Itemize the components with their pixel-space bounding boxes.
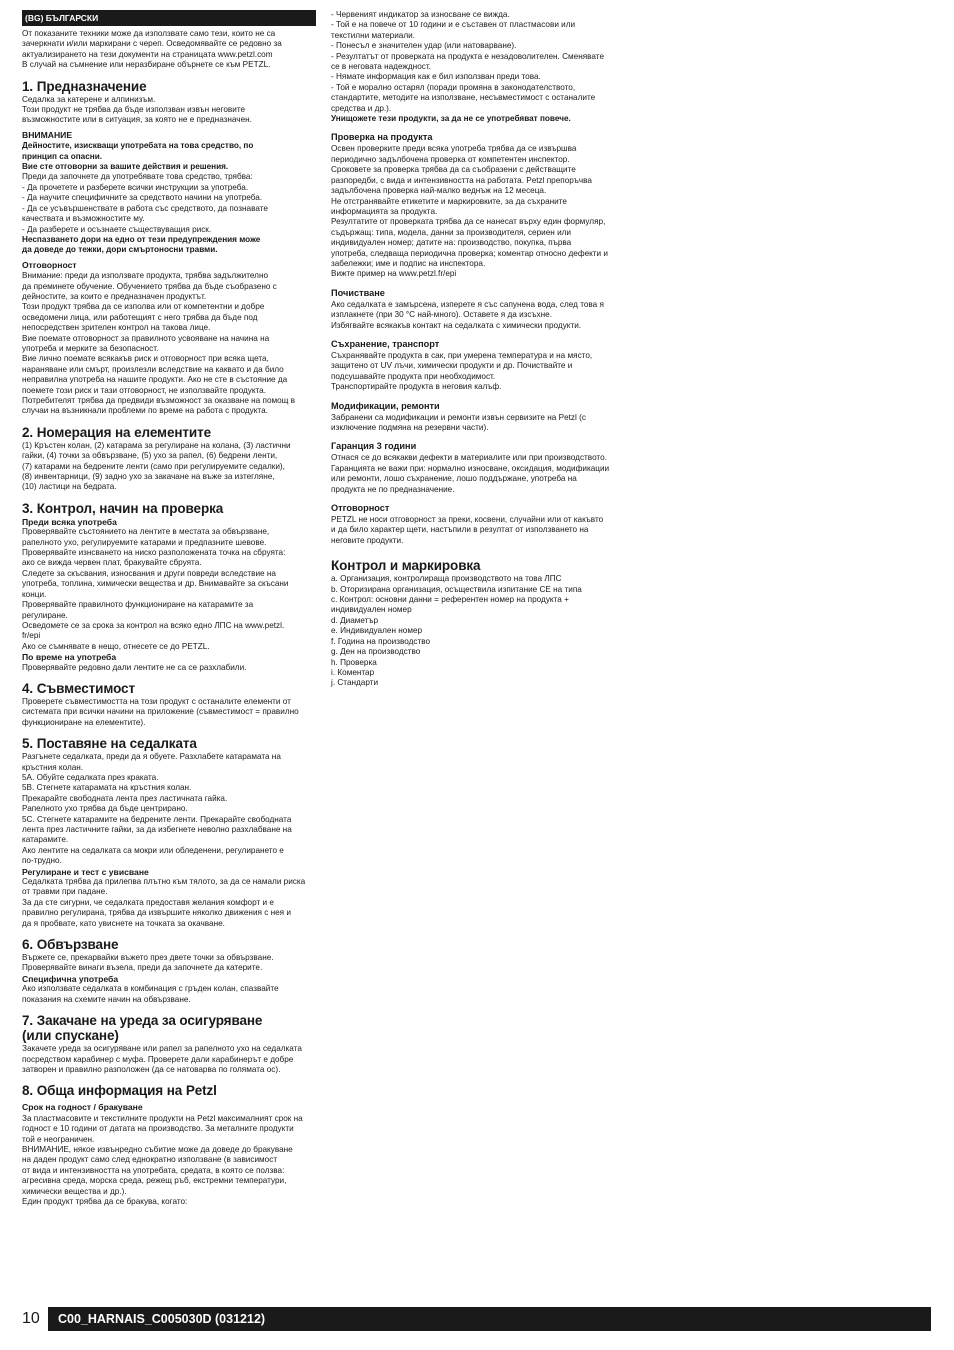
before-use-title: Преди всяка употреба [22, 516, 117, 527]
right-column [331, 10, 624, 689]
storage-title: Съхранение, транспорт [331, 338, 440, 349]
lifetime-title: Срок на годност / бракуване [22, 1102, 143, 1113]
warning-title: ВНИМАНИЕ [22, 129, 73, 140]
section-5-body: Разгънете седалката, преди да я обуете. Разхлабете катарамата на кръстния колан. 5A. Обуйте седалката през краката. 5B. Стегнете катарамата на кръстния колан. Прекарайте свободната лента през ластичната гайка. Рапелното ухо трябва да бъде центрирано. 5C. Стегнете катарамите на бедрените ленти. Прекарайте свободната лента през ластичните гайки, за да избегнете неволно разхлабване на катарамите. Ако лентите на седалката са мокри или обледенени, регулирането е по-трудно. [22, 752, 292, 866]
inspection-body: Освен проверките преди всяка употреба трябва да се извършва периодично задълбочена проверка от компетентен инспектор. Сроковете за проверка трябва да са съобразени с действащите разпоредби, с вида и интензивността на работата. Petzl препоръчва задълбочена проверка най-малко веднъж на 12 месеца. Не отстранявайте етикетите и маркировките, за да съхраните информацията за продукта. Резултатите от проверката трябва да се нанесат върху един формуляр, съдържащ: типа, модела, данни за производителя, сериен или индивидуален номер; датите на: производство, покупка, първа употреба, следваща периодична проверка; коментар относно дефекти и забележки; име и подпис на инспектора. Вижте пример на www.petzl.fr/epi [331, 144, 608, 279]
language-header: (BG) БЪЛГАРСКИ [22, 10, 316, 26]
retire-end-text: Унищожете тези продукти, за да не се употребяват повече. [331, 114, 571, 124]
during-use-body: Проверявайте редовно дали лентите не са се разхлабили. [22, 662, 247, 672]
adjust-test-body: Седалката трябва да прилепва плътно към тялото, за да се намали риска от травми при падане. За да сте сигурни, че седалката предоставя желания комфорт и е правилно регулирана, трябва да извършите няколко движения с нея и да я пробвате, като увиснете на точката за окачване. [22, 877, 306, 928]
intro-text: От показаните техники може да използвате само тези, които не са зачеркнати и/или маркирани с череп. Осведомявайте се редовно за актуализирането на тези документи на страницата www.petzl.com В случай на съмнение или неразбиране обърнете се към PETZL. [22, 29, 282, 70]
cleaning-title: Почистване [331, 287, 385, 298]
marking-title: Контрол и маркировка [331, 558, 481, 574]
section-2-body: (1) Кръстен колан, (2) катарама за регулиране на колана, (3) ластични гайки, (4) точки за обвързване, (5) ухо за рапел, (6) бедрени ленти, (7) катарами на бедрените ленти (само при регулируемите седалки), (8) инвентарници, (9) задно ухо за закачане на въже за изтегляне, (10) ластици на бедрата. [22, 440, 291, 492]
storage-body: Съхранявайте продукта в сак, при умерена температура и на място, защитено от UV лъчи, химически продукти и др. Почиствайте и подсушавайте продукта при необходимост. Транспортирайте продукта в неговия калъф. [331, 350, 593, 392]
cleaning-body: Ако седалката е замърсена, изперете я със сапунена вода, след това я изплакнете (при 30 °C най-много). Оставете я да изсъхне. Избягвайте всякакъв контакт на седалката с химически продукти. [331, 299, 604, 330]
document-code-bar [48, 1307, 931, 1331]
page-footer [22, 1307, 931, 1331]
section-1-title: 1. Предназначение [22, 78, 147, 94]
section-7-title: 7. Закачане на уреда за осигуряване (или спускане) [22, 1013, 263, 1044]
document-code: C00_HARNAIS_C005030D (031212) [58, 1312, 266, 1326]
section-6-title: 6. Обвързване [22, 937, 119, 953]
inspection-title: Проверка на продукта [331, 132, 433, 143]
section-1-body: Седалка за катерене и алпинизъм. Този продукт не трябва да бъде използван извън неговите възможностите или в ситуация, за която не е предназначен. [22, 94, 252, 125]
page-number: 10 [22, 1310, 40, 1327]
responsibility-body: Внимание: преди да използвате продукта, трябва задължително да преминете обучение. Обучението трябва да бъде съобразено с дейностите, за които е предназначен продуктът. Този продукт трябва да се изполва или от компетентни и добре осведомени лица, или работещият с него трябва да бъде под непосредствен зрителен контрол на такова лице. Вие поемате отговорност за правилното усвояване на начина на употреба и мерките за безопасност. Вие лично поемате всякакъв риск и отговорност при всяка щета, нараняване или смърт, произлезли вследствие на каквато и да било неправилна употреба на нашите продукти. Ако не сте в състояние да поемете този риск и тази отговорност, не използвайте продукта. Потребителят трябва да предвиди възможност за оказване на помощ в случаи на възникнали проблеми по време на работа с продукта. [22, 271, 296, 416]
section-5-title: 5. Поставяне на седалката [22, 736, 197, 752]
section-8-title: 8. Обща информация на Petzl [22, 1083, 217, 1099]
liability-body: PETZL не носи отговорност за преки, косвени, случайни или от какъвто и да било характер щети, настъпили в резултат от използването на неговите продукти. [331, 515, 604, 545]
liability-title: Отговорност [331, 503, 390, 514]
warning-end-text: Неспазването дори на едно от тези предупреждения може да доведе до тежки, дори смъртоносни травми. [22, 234, 261, 255]
adjust-test-title: Регулиране и тест с увисване [22, 866, 149, 877]
responsibility-title: Отговорност [22, 259, 77, 270]
section-4-body: Проверете съвместимостта на този продукт с останалите елементи от системата при всички начини на приложение (съвместимост = правилно функциониране на елементите). [22, 696, 299, 727]
specific-use-title: Специфична употреба [22, 973, 119, 984]
specific-use-body: Ако използвате седалката в комбинация с гръден колан, спазвайте показания на схемите начин на обвързване. [22, 984, 279, 1004]
before-use-body: Проверявайте състоянието на лентите в местата за обвързване, рапелното ухо, регулируемите катарами и предпазните шевове. Проверявайте изнсването на ниско разположената точка на сбруята: ако се вижда червен плат, бракувайте сбруята. Следете за скъсвания, износвания и други повреди вследствие на употреба, топлина, химически вещества и др. Внимавайте за скъсани конци. Проверявайте правилното функциониране на катарамите за регулиране. Осведомете се за срока за контрол на всяко едно ЛПС на www.petzl. fr/epi Ако се съмнявате в нещо, отнесете се до PETZL. [22, 527, 289, 651]
during-use-title: По време на употреба [22, 652, 117, 663]
warning-body: Преди да започнете да употребявате това средство, трябва: - Да прочетете и разберете всички инструкции за употреба. - Да научите специфичните за средството начини на употреба. - Да се усъвършенствате в работа със средството, да познавате качествата и възможностите му. - Да разберете и осъзнаете съществуващия риск. [22, 172, 268, 234]
marking-body: a. Организация, контролираща производството на това ЛПС b. Оторизирана организация, осъществила изпитание CE на типа c. Контрол: основни данни = референтен номер на продукта + индивидуален номер d. Диаметър e. Индивидуален номер f. Година на производство g. Ден на производство h. Проверка i. Коментар j. Стандарти [331, 574, 582, 688]
warranty-title: Гаранция 3 години [331, 441, 417, 452]
section-3-title: 3. Контрол, начин на проверка [22, 500, 224, 516]
modifications-title: Модификации, ремонти [331, 400, 440, 411]
warning-bold-text: Дейностите, изискващи употребата на това средство, по принцип са опасни. Вие сте отговорни за вашите действия и решения. [22, 141, 254, 172]
modifications-body: Забранени са модификации и ремонти извън сервизите на Petzl (с изключение подмяна на резервни части). [331, 412, 586, 432]
retire-list: - Червеният индикатор за износване се вижда. - Той е на повече от 10 години и е съставен от пластмасови или текстилни материали. - Понесъл е значителен удар (или натоварване). - Резултатът от проверката на продукта е незадоволителен. Сменявате се в неговата надеждност. - Нямате информация как е бил използван преди това. - Той е морално остарял (поради промяна в законодателството, стандартите, методите на използване, несъвместимост с останалите средства и др.). [331, 10, 604, 113]
warranty-body: Отнася се до всякакви дефекти в материалите или при производството. Гаранцията не важи при: нормално износване, оксидация, модификации или ремонти, лошо съхранение, лошо поддържане, употреба на продукта не по предназначение. [331, 453, 610, 494]
left-column [22, 10, 314, 1207]
section-6-body: Вържете се, прекарвайки въжето през двете точки за обвързване. Проверявайте винаги възела, преди да започнете да катерите. [22, 953, 274, 973]
section-4-title: 4. Съвместимост [22, 680, 135, 696]
lifetime-body: За пластмасовите и текстилните продукти на Petzl максималният срок на годност е 10 години от датата на производство. За металните продукти той е неограничен. ВНИМАНИЕ, някое извънредно събитие може да доведе до бракуване на даден продукт само след еднократно използване (в зависимост от вида и интензивността на употребата, средата, в която се ползва: агресивна среда, морска среда, режещ ръб, екстремни температури, химически вещества и др.). Един продукт трябва да се бракува, когато: [22, 1113, 303, 1206]
section-2-title: 2. Номерация на елементите [22, 424, 212, 440]
section-7-body: Закачете уреда за осигуряване или рапел за рапелното ухо на седалката посредством карабинер с муфа. Проверете дали карабинерът е добре затворен и правилно разположен (да се натоварва по голямата ос). [22, 1044, 302, 1074]
